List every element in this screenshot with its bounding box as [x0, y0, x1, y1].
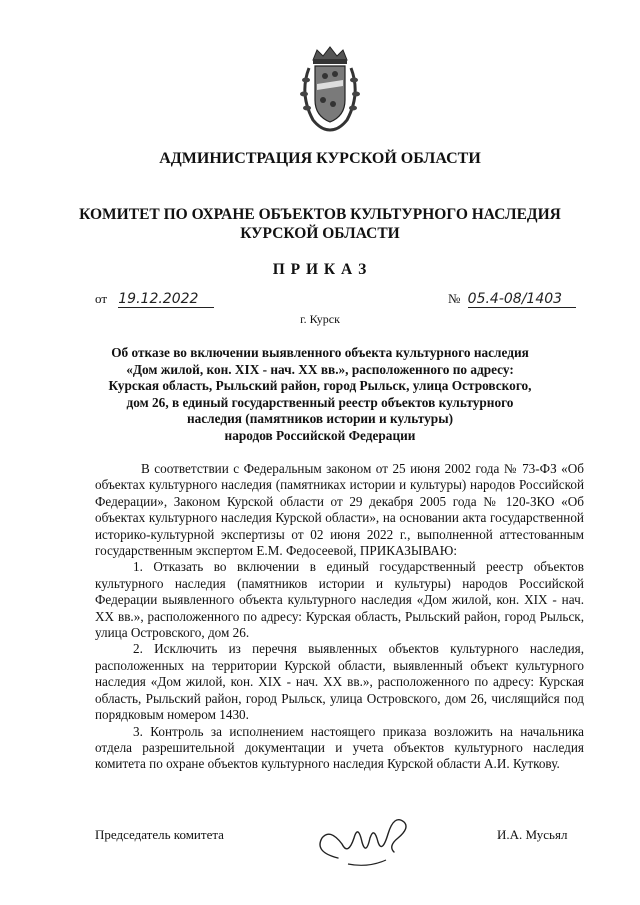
item-2-paragraph: 2. Исключить из перечня выявленных объектов культурного наследия, расположенных на территории Курской области, выявленный объект культурного наследия «Дом жилой, кон. XIX - нач. XX вв.», расположенного по адресу: Курская область, Рыльский район, город Рыльск, улица Островского, дом 26, числящийся под порядковым номером 1430. — [95, 641, 584, 723]
order-title — [0, 345, 640, 445]
item-1-paragraph: 1. Отказать во включении в единый государственный реестр объектов культурного наследия (памятников истории и культуры) народов Российской Федерации выявленного объекта культурного наследия «Дом жилой, кон. XIX - нач. XX вв.», расположенного по адресу: Курская область, Рыльский район, город Рыльск, улица Островского, дом 26. — [95, 559, 584, 641]
order-body — [95, 461, 584, 773]
title-line: Об отказе во включении выявленного объекта культурного наследия — [111, 345, 529, 360]
title-line: наследия (памятников истории и культуры) — [186, 411, 454, 427]
number-prefix: № — [448, 291, 461, 306]
title-line: Курская область, Рыльский район, город Рыльск, улица Островского, — [108, 378, 532, 394]
preamble-paragraph: В соответствии с Федеральным законом от 25 июня 2002 года № 73-ФЗ «Об объектах культурного наследия (памятниках истории и культуры) народов Российской Федерации», Законом Курской области от 29 декабря 2005 года № 120-ЗКО «Об объектах культурного наследия Курской области», на основании акта государственной историко-культурной экспертизы от 02 июня 2022 г., выполненной аттестованным государственным экспертом Е.М. Федосеевой, ПРИКАЗЫВАЮ: — [95, 461, 584, 559]
title-line: «Дом жилой, кон. XIX - нач. XX вв.», расположенного по адресу: — [126, 361, 514, 377]
item-3-paragraph: 3. Контроль за исполнением настоящего приказа возложить на начальника отдела разрешительной документации и учета объектов культурного наследия комитета по охране объектов культурного наследия Курской области А.И. Куткову. — [95, 723, 584, 772]
city: г. Курск — [300, 312, 340, 326]
signatory-name: И.А. Мусьял — [497, 827, 568, 842]
number-field — [448, 291, 576, 308]
committee-heading-line1: КОМИТЕТ ПО ОХРАНЕ ОБЪЕКТОВ КУЛЬТУРНОГО НАСЛЕДИЯ — [79, 206, 561, 223]
administration-heading: АДМИНИСТРАЦИЯ КУРСКОЙ ОБЛАСТИ — [159, 150, 481, 167]
document-type: П Р И К А З — [272, 261, 368, 278]
number-value: 05.4-08/1403 — [468, 291, 576, 308]
signatory-position: Председатель комитета — [95, 827, 224, 842]
date-value: 19.12.2022 — [118, 291, 214, 308]
title-line: дом 26, в единый государственный реестр объектов культурного — [126, 394, 514, 410]
date-prefix: от — [95, 291, 108, 306]
committee-heading-line2: КУРСКОЙ ОБЛАСТИ — [240, 225, 400, 242]
handwritten-signature — [308, 808, 418, 872]
title-line: народов Российской Федерации — [224, 427, 416, 443]
date-field — [95, 291, 214, 308]
coat-of-arms-emblem — [295, 44, 365, 136]
